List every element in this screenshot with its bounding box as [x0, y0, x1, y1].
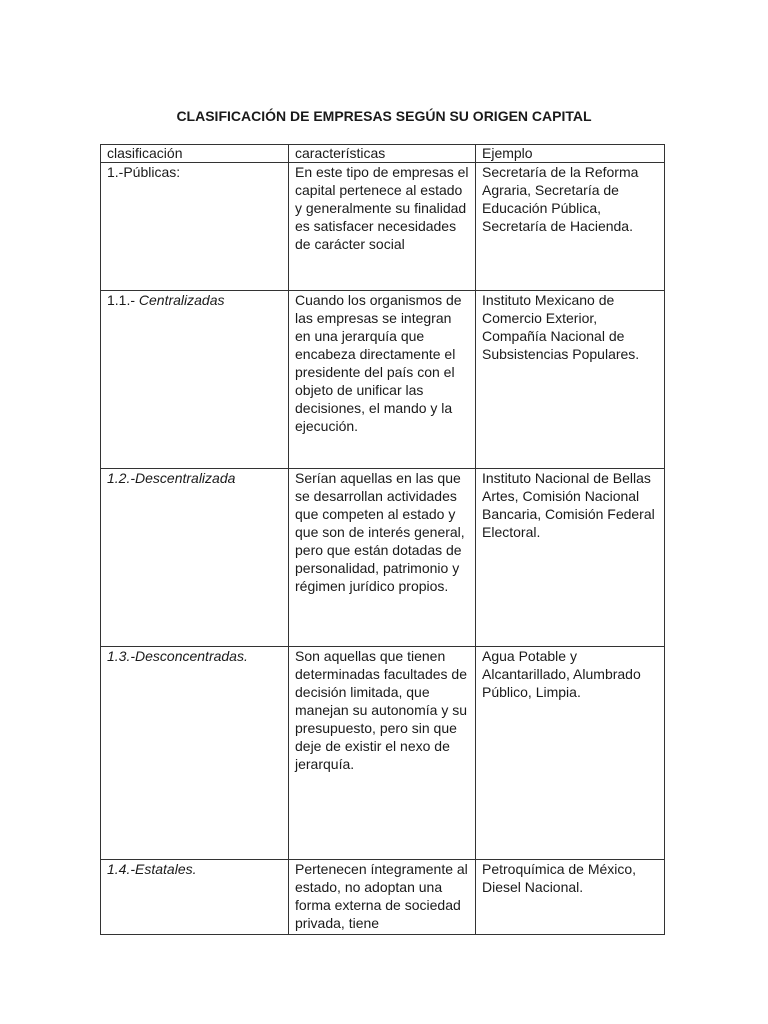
- header-characteristics: características: [289, 145, 476, 163]
- example-cell: Agua Potable y Alcantarillado, Alumbrado Público, Limpia.: [476, 647, 665, 860]
- classification-prefix: 1.1.-: [107, 292, 139, 308]
- classification-cell: [101, 647, 289, 860]
- classification-cell: [101, 469, 289, 647]
- table-row: [101, 647, 665, 860]
- classification-cell: [101, 163, 289, 291]
- classification-cell: [101, 860, 289, 935]
- classification-prefix: 1.-Públicas:: [107, 164, 181, 180]
- classification-name: 1.3.-Desconcentradas.: [107, 648, 248, 664]
- characteristics-cell: Son aquellas que tienen determinadas facultades de decisión limitada, que manejan su autonomía y su presupuesto, pero sin que deje de existir el nexo de jerarquía.: [289, 647, 476, 860]
- classification-table: [100, 144, 665, 935]
- header-example: Ejemplo: [476, 145, 665, 163]
- document-title: CLASIFICACIÓN DE EMPRESAS SEGÚN SU ORIGEN CAPITAL: [176, 108, 592, 124]
- characteristics-cell: En este tipo de empresas el capital pertenece al estado y generalmente su finalidad es satisfacer necesidades de carácter social: [289, 163, 476, 291]
- table-row: [101, 860, 665, 935]
- table-row: [101, 163, 665, 291]
- example-cell: Petroquímica de México, Diesel Nacional.: [476, 860, 665, 935]
- table-row: [101, 291, 665, 469]
- table-header-row: [101, 145, 665, 163]
- classification-cell: [101, 291, 289, 469]
- characteristics-cell: Pertenecen íntegramente al estado, no adoptan una forma externa de sociedad privada, tiene: [289, 860, 476, 935]
- classification-name: 1.4.-Estatales.: [107, 861, 197, 877]
- example-cell: Instituto Nacional de Bellas Artes, Comisión Nacional Bancaria, Comisión Federal Electoral.: [476, 469, 665, 647]
- characteristics-cell: Cuando los organismos de las empresas se integran en una jerarquía que encabeza directamente el presidente del país con el objeto de unificar las decisiones, el mando y la ejecución.: [289, 291, 476, 469]
- characteristics-cell: Serían aquellas en las que se desarrollan actividades que competen al estado y que son de interés general, pero que están dotadas de personalidad, patrimonio y régimen jurídico propios.: [289, 469, 476, 647]
- classification-name: 1.2.-Descentralizada: [107, 470, 236, 486]
- example-cell: Instituto Mexicano de Comercio Exterior, Compañía Nacional de Subsistencias Populares.: [476, 291, 665, 469]
- classification-name: Centralizadas: [138, 292, 225, 308]
- header-classification: clasificación: [101, 145, 289, 163]
- example-cell: Secretaría de la Reforma Agraria, Secretaría de Educación Pública, Secretaría de Hacienda.: [476, 163, 665, 291]
- table-row: [101, 469, 665, 647]
